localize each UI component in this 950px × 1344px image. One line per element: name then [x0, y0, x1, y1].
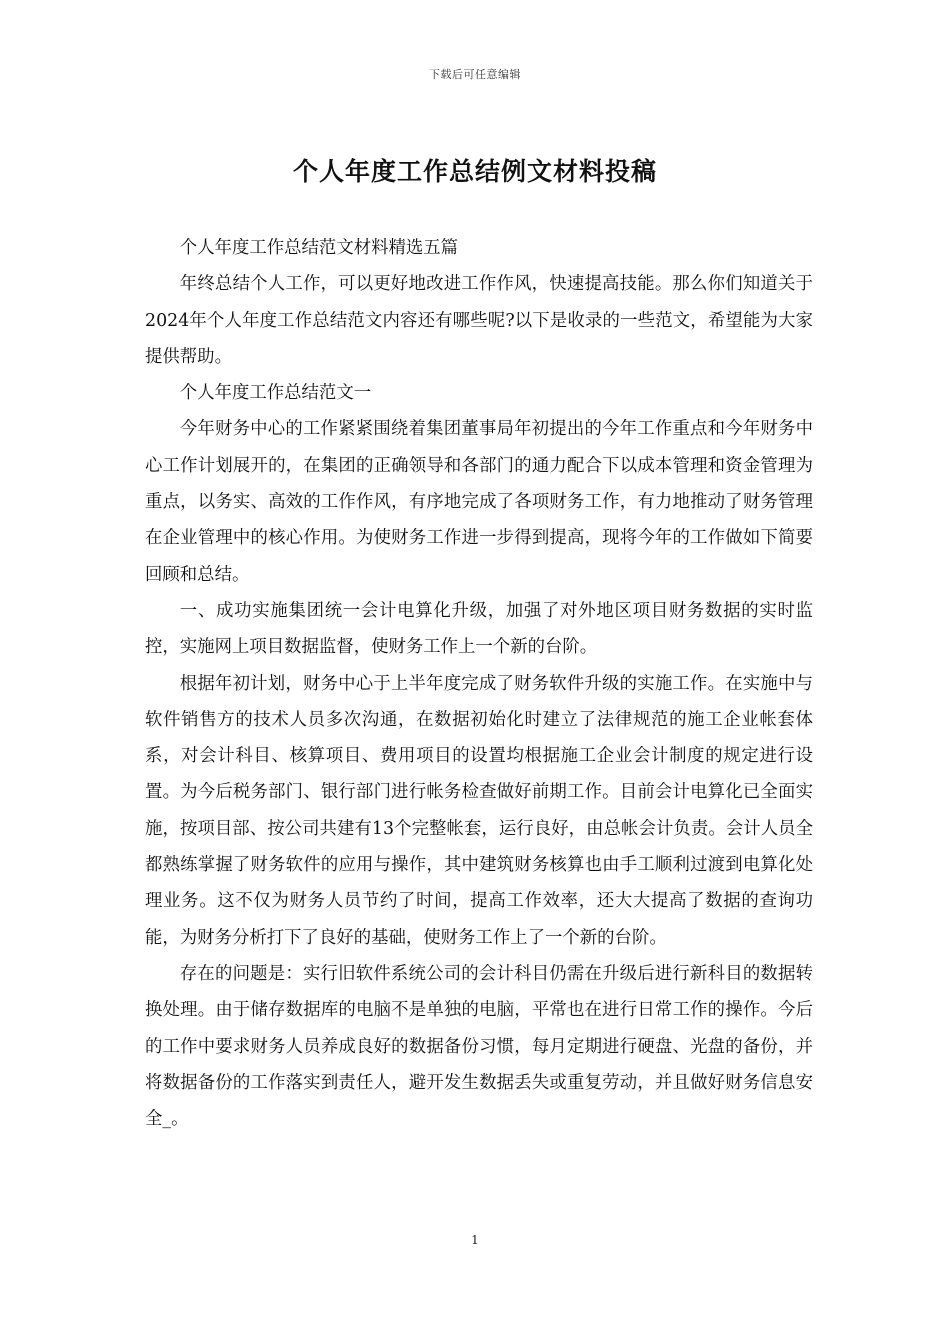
paragraph-body: 存在的问题是：实行旧软件系统公司的会计科目仍需在升级后进行新科目的数据转换处理。由于储存数据库的电脑不是单独的电脑，平常也在进行日常工作的操作。今后的工作中要求财务人员养成良好的数据备份习惯，每月定期进行硬盘、光盘的备份，并将数据备份的工作落实到责任人，避开发生数据丢失或重复劳动，并且做好财务信息安全_。	[145, 963, 813, 1130]
paragraph-subtitle: 个人年度工作总结范文材料精选五篇	[179, 238, 459, 258]
page-number: 1	[471, 1233, 479, 1247]
header-note: 下载后可任意编辑	[429, 68, 521, 81]
document-title: 个人年度工作总结例文材料投稿	[292, 157, 657, 186]
paragraph-body: 根据年初计划，财务中心于上半年度完成了财务软件升级的实施工作。在实施中与软件销售方的技术人员多次沟通，在数据初始化时建立了法律规范的施工企业帐套体系，对会计科目、核算项目、费用项目的设置均根据施工企业会计制度的规定进行设置。为今后税务部门、银行部门进行帐务检查做好前期工作。目前会计电算化已全面实施，按项目部、按公司共建有13个完整帐套，运行良好，由总帐会计负责。会计人员全都熟练掌握了财务软件的应用与操作，其中建筑财务核算也由手工顺利过渡到电算化处理业务。这不仅为财务人员节约了时间，提高工作效率，还大大提高了数据的查询功能，为财务分析打下了良好的基础，使财务工作上了一个新的台阶。	[145, 673, 813, 948]
paragraph-item-heading: 一、成功实施集团统一会计电算化升级，加强了对外地区项目财务数据的实时监控，实施网上项目数据监督，使财务工作上一个新的台阶。	[145, 600, 813, 658]
document-body	[145, 230, 813, 1137]
paragraph-section-heading: 个人年度工作总结范文一	[179, 383, 372, 404]
paragraph-intro: 年终总结个人工作，可以更好地改进工作作风，快速提高技能。那么你们知道关于2024年个人年度工作总结范文内容还有哪些呢?以下是收录的一些范文，希望能为大家提供帮助。	[145, 274, 813, 367]
paragraph-body: 今年财务中心的工作紧紧围绕着集团董事局年初提出的今年工作重点和今年财务中心工作计划展开的，在集团的正确领导和各部门的通力配合下以成本管理和资金管理为重点，以务实、高效的工作作风，有序地完成了各项财务工作，有力地推动了财务管理在企业管理中的核心作用。为使财务工作进一步得到提高，现将今年的工作做如下简要回顾和总结。	[145, 419, 813, 585]
